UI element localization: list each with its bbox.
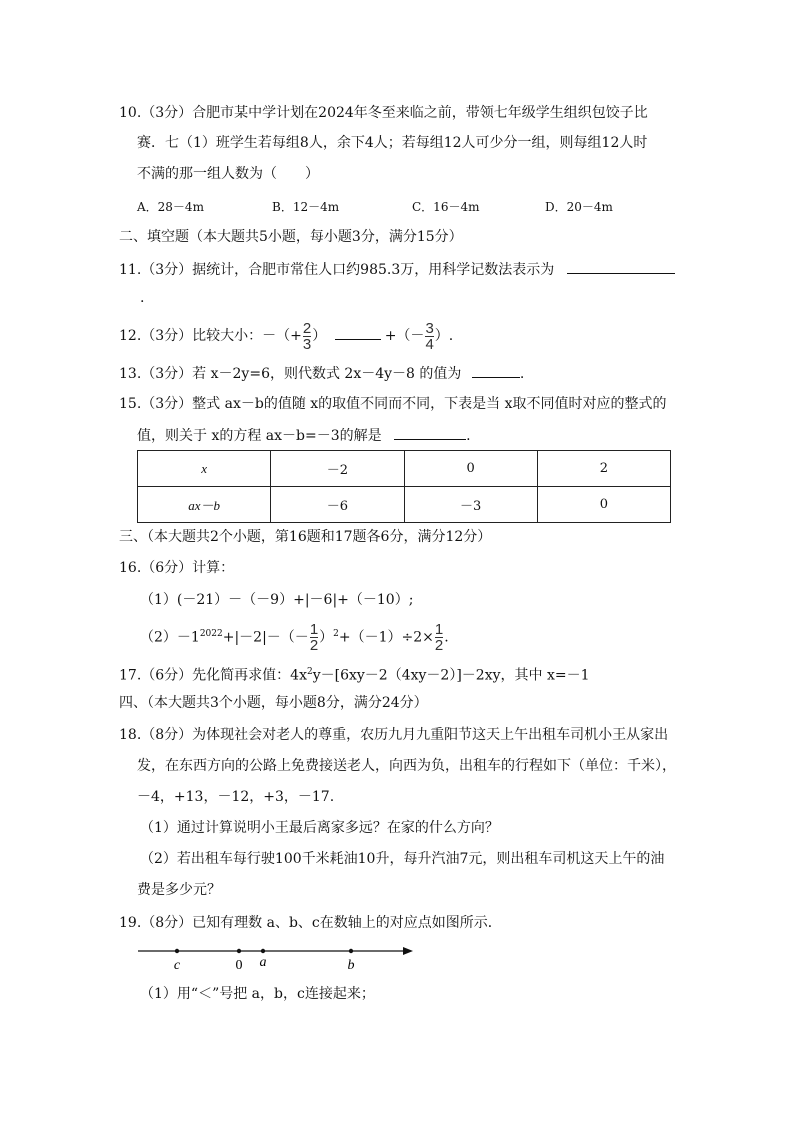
q10-option-b: B．12－4m xyxy=(272,200,340,214)
q12-mid2: +（－ xyxy=(384,328,425,344)
q16-p2-mid2: ） xyxy=(319,629,334,646)
q12-post: ）. xyxy=(434,328,454,344)
q17-post: y－[6xy－2（4xy－2）]－2xy，其中 x=－1 xyxy=(312,667,590,684)
q16-f2-den: 2 xyxy=(434,637,444,655)
q16-p2-end: . xyxy=(444,629,449,646)
q10-line3: 不满的那一组人数为（ ） xyxy=(137,166,319,182)
q13-text xyxy=(119,363,524,384)
q18-part2b: 费是多少元？ xyxy=(137,882,221,898)
number-line-figure xyxy=(135,940,420,975)
q16-fraction-2 xyxy=(435,622,443,653)
q16-p2-exponent: 2022 xyxy=(199,629,223,639)
q12-fraction-2 xyxy=(425,321,433,352)
q18-line2: 发，在东西方向的公路上免费接送老人，向西为负，出租车的行程如下（单位：千米）， xyxy=(137,758,676,774)
number-line-arrow xyxy=(403,947,413,955)
table-cell: －6 xyxy=(271,487,404,523)
q12-answer-blank xyxy=(335,325,381,340)
q18-line1: 18.（8分）为体现社会对老人的尊重，农历九月九重阳节这天上午出租车司机小王从家出 xyxy=(119,727,669,743)
q13-answer-blank xyxy=(472,363,520,378)
q12-f1-num: 2 xyxy=(302,319,312,337)
table-cell: －2 xyxy=(271,451,404,487)
q15-end: . xyxy=(466,428,471,444)
q13-stem: 13.（3分）若 x－2y=6，则代数式 2x－4y－8 的值为 xyxy=(119,366,462,382)
q10-option-a: A．28－4m xyxy=(137,200,204,214)
q11-text xyxy=(119,259,675,280)
q12-pre: 12.（3分）比较大小：－（+ xyxy=(119,328,302,344)
section-2-heading: 二、填空题（本大题共5小题，每小题3分，满分15分） xyxy=(119,229,463,245)
q12-f2-den: 4 xyxy=(425,335,434,353)
q15-line1: 15.（3分）整式 ax－b的值随 x的取值不同而不同，下表是当 x取不同值时对应的整式的 xyxy=(119,396,667,412)
q16-p2-pre: （2）－1 xyxy=(140,629,200,646)
q12-f1-den: 3 xyxy=(302,335,312,353)
q16-p2-exponent-2: 2 xyxy=(333,629,339,639)
label-a: a xyxy=(259,955,267,970)
q16-f2-num: 1 xyxy=(434,621,444,639)
q17-pre: 17.（6分）先化简再求值：4x xyxy=(119,667,307,684)
q16-p2-mid: +|－2|－（－ xyxy=(222,629,309,646)
q16-p2-mid3: +（－1）÷2× xyxy=(338,629,434,646)
section-4-heading: 四、（本大题共3个小题，每小题8分，满分24分） xyxy=(119,695,428,711)
table-cell: x xyxy=(138,451,271,487)
q11-end: . xyxy=(140,290,145,306)
q17-exponent: 2 xyxy=(306,667,313,677)
q15-answer-blank xyxy=(394,425,466,440)
q19-line1: 19.（8分）已知有理数 a、b、c在数轴上的对应点如图所示． xyxy=(119,915,502,931)
table-row xyxy=(138,487,671,523)
q17-text xyxy=(119,662,590,686)
table-cell: 0 xyxy=(404,451,537,487)
q18-part2a: （2）若出租车每行驶100千米耗油10升，每升汽油7元，则出租车司机这天上午的油 xyxy=(140,851,665,867)
q12-fraction-1 xyxy=(303,321,311,352)
q16-f1-den: 2 xyxy=(309,637,319,655)
q16-fraction-1 xyxy=(310,622,318,653)
table-cell: ax－b xyxy=(138,487,271,523)
q16-f1-num: 1 xyxy=(309,621,319,639)
q11-answer-blank xyxy=(567,259,675,274)
point-c xyxy=(175,949,179,953)
point-zero xyxy=(237,949,241,953)
q15-line2 xyxy=(137,425,471,446)
q12-mid: ） xyxy=(312,328,327,344)
point-a xyxy=(261,949,265,953)
q10-line2: 赛．七（1）班学生若每组8人，余下4人；若每组12人可少分一组，则每组12人时 xyxy=(137,135,648,151)
table-cell: 0 xyxy=(537,487,670,523)
table-row xyxy=(138,451,671,487)
q12-f2-num: 3 xyxy=(425,319,434,337)
label-c: c xyxy=(173,958,181,973)
q10-line1: 10.（3分）合肥市某中学计划在2024年冬至来临之前，带领七年级学生组织包饺子比 xyxy=(119,105,648,121)
label-b: b xyxy=(347,958,355,973)
table-cell: 2 xyxy=(537,451,670,487)
point-b xyxy=(349,949,353,953)
q11-stem: 11.（3分）据统计，合肥市常住人口约985.3万，用科学记数法表示为 xyxy=(119,262,555,278)
label-zero: 0 xyxy=(235,958,243,973)
table-cell: －3 xyxy=(404,487,537,523)
q16-part2 xyxy=(140,617,449,655)
q16-title: 16.（6分）计算： xyxy=(119,560,235,576)
q10-option-c: C．16－4m xyxy=(412,200,480,214)
section-3-heading: 三、（本大题共2个小题，第16题和17题各6分，满分12分） xyxy=(119,529,492,545)
q12-text xyxy=(119,319,453,353)
q10-option-d: D．20－4m xyxy=(545,200,613,214)
q15-stem: 值，则关于 x的方程 ax－b=－3的解是 xyxy=(137,428,382,444)
q18-part1: （1）通过计算说明小王最后离家多远？在家的什么方向？ xyxy=(140,820,499,836)
q18-line3: －4，+13，－12，+3，－17. xyxy=(137,789,335,805)
q13-end: . xyxy=(519,366,525,382)
q15-value-table xyxy=(137,450,671,523)
q16-part1: （1）(－21）－（－9）+|－6|+（－10）; xyxy=(140,592,414,608)
q19-part1: （1）用“＜”号把 a，b，c连接起来； xyxy=(140,986,375,1002)
